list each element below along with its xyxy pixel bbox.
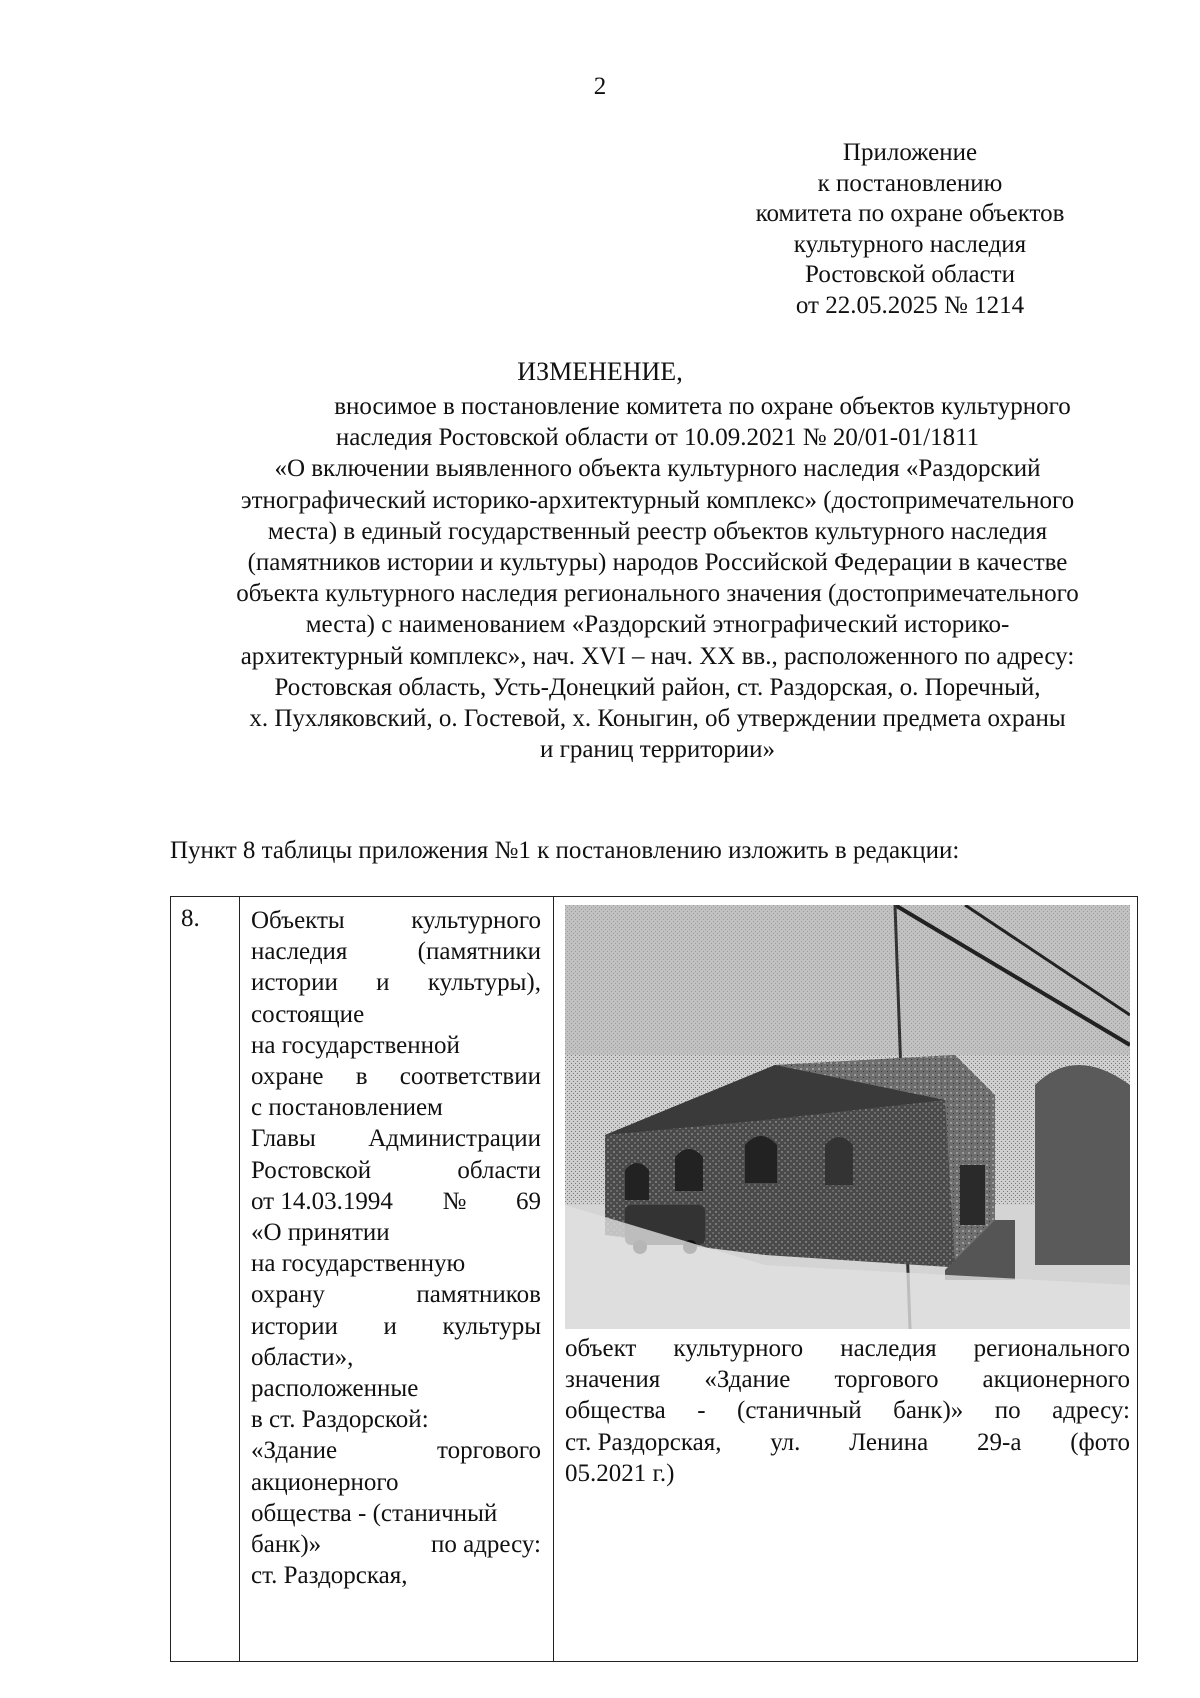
word: соответствии	[399, 1063, 541, 1091]
subtitle-line: вносимое в постановление комитета по охране объектов культурного	[334, 393, 1071, 420]
word: 05.2021 г.)	[565, 1459, 675, 1487]
page-number: 2	[593, 73, 607, 100]
text-line	[251, 1186, 541, 1217]
text-line	[565, 1333, 1130, 1364]
word: охрану	[251, 1281, 325, 1309]
subtitle-line: места) с наименованием «Раздорский этнографический историко-	[305, 611, 1010, 639]
text-line	[251, 1248, 541, 1279]
word: ул.	[770, 1428, 801, 1456]
word: Ростовской	[251, 1156, 372, 1184]
word: в	[355, 1063, 368, 1091]
subtitle-line: х. Пухляковский, о. Гостевой, х. Коныгин, об утверждении предмета охраны	[249, 705, 1066, 733]
building-photo	[565, 905, 1130, 1329]
word: «Здание	[251, 1437, 338, 1465]
word: общества	[565, 1397, 666, 1425]
word: культуры),	[427, 969, 541, 997]
word: охране	[251, 1063, 324, 1091]
text-line	[565, 1395, 1130, 1426]
subtitle-line: наследия Ростовской области от 10.09.2021 № 20/01-01/1811	[335, 424, 980, 452]
document-subtitle	[175, 391, 1140, 765]
appendix-line: комитета по охране объектов	[755, 200, 1065, 227]
word: Ленина	[849, 1428, 929, 1456]
subtitle-line: архитектурный комплекс», нач. XVI – нач. XX вв., расположенного по адресу:	[240, 642, 1075, 670]
word: акционерного	[251, 1468, 399, 1496]
word: 69	[516, 1187, 541, 1215]
word: на государственную	[251, 1250, 466, 1278]
word: по	[994, 1397, 1021, 1425]
word: ст. Раздорская,	[251, 1562, 408, 1590]
word: культурного	[673, 1335, 804, 1362]
word: 29-а	[977, 1428, 1022, 1456]
word: расположенные	[251, 1375, 419, 1403]
word: на государственной	[251, 1031, 460, 1059]
text-line	[251, 1311, 541, 1342]
word: области»,	[251, 1343, 354, 1371]
text-line	[251, 1404, 541, 1435]
word: Администрации	[368, 1125, 541, 1153]
text-line	[251, 1342, 541, 1373]
text-line	[251, 936, 541, 967]
text-line	[565, 1364, 1130, 1395]
text-line	[251, 1529, 541, 1560]
word: акционерного	[982, 1366, 1130, 1394]
word: истории	[251, 969, 338, 997]
word: области	[457, 1156, 541, 1184]
text-line	[251, 1373, 541, 1404]
word: состоящие	[251, 1000, 365, 1028]
appendix-line: Приложение	[842, 139, 978, 166]
text-line	[251, 1061, 541, 1092]
subtitle-line: (памятников истории и культуры) народов Российской Федерации в качестве	[247, 549, 1068, 577]
subtitle-line: «О включении выявленного объекта культурного наследия «Раздорский	[274, 455, 1041, 483]
word: памятников	[416, 1281, 541, 1309]
word: банк)»	[251, 1531, 322, 1559]
word: от 14.03.1994	[251, 1187, 393, 1215]
word: наследия	[251, 938, 348, 966]
text-line	[251, 967, 541, 998]
appendix-line: культурного наследия	[793, 230, 1027, 258]
text-line	[251, 1498, 541, 1529]
word: -	[697, 1397, 706, 1425]
word: торгового	[834, 1366, 939, 1394]
word: культурного	[411, 907, 541, 934]
word: (станичный	[737, 1397, 862, 1425]
text-line	[251, 1279, 541, 1310]
word: ст. Раздорская,	[565, 1428, 722, 1456]
subtitle-line: Ростовская область, Усть-Донецкий район, ст. Раздорская, о. Поречный,	[274, 673, 1041, 701]
appendix-line: Ростовской области	[805, 261, 1015, 288]
appendix-line: к постановлению	[817, 169, 1003, 197]
text-line	[251, 1435, 541, 1466]
word: объект	[565, 1335, 637, 1362]
table-divider	[239, 897, 240, 1661]
word: культуры	[442, 1312, 541, 1340]
word: и	[376, 969, 390, 997]
word: с постановлением	[251, 1094, 443, 1122]
text-line	[251, 1217, 541, 1248]
word: (фото	[1070, 1428, 1130, 1456]
word: общества - (станичный	[251, 1499, 498, 1527]
text-line	[251, 1560, 541, 1591]
document-title: ИЗМЕНЕНИЕ,	[517, 357, 683, 386]
word: банк)»	[893, 1397, 964, 1425]
text-line	[251, 905, 541, 936]
word: значения	[565, 1366, 661, 1394]
word: «Здание	[704, 1366, 791, 1394]
text-line	[565, 1458, 1130, 1489]
word: наследия	[840, 1335, 937, 1362]
text-line	[251, 1467, 541, 1498]
word: регионального	[973, 1335, 1130, 1362]
word: (памятники	[417, 938, 541, 966]
text-line	[251, 1155, 541, 1186]
text-line	[565, 1427, 1130, 1458]
word: Главы	[251, 1125, 316, 1153]
word: в ст. Раздорской:	[251, 1406, 429, 1434]
text-line	[251, 1123, 541, 1154]
appendix-line: от 22.05.2025 № 1214	[795, 291, 1025, 319]
subtitle-line: и границ территории»	[539, 736, 776, 764]
word: №	[442, 1187, 467, 1215]
object-description	[251, 905, 541, 1591]
text-line	[251, 1030, 541, 1061]
photo-caption	[565, 1333, 1130, 1489]
table-divider	[553, 897, 554, 1661]
word: по адресу:	[430, 1531, 541, 1559]
word: адресу:	[1052, 1397, 1130, 1425]
word: истории	[251, 1312, 338, 1340]
word: и	[383, 1312, 397, 1340]
word: «О принятии	[251, 1219, 390, 1247]
text-line	[251, 1092, 541, 1123]
subtitle-line: объекта культурного наследия регионального значения (достопримечательного	[236, 580, 1079, 608]
instruction-text: Пункт 8 таблицы приложения №1 к постановлению изложить в редакции:	[170, 837, 960, 864]
word: Объекты	[251, 907, 345, 934]
row-number: 8.	[181, 905, 200, 932]
text-line	[251, 999, 541, 1030]
subtitle-line: этнографический историко-архитектурный комплекс» (достопримечательного	[240, 486, 1075, 514]
subtitle-line: места) в единый государственный реестр объектов культурного наследия	[267, 517, 1048, 545]
word: торгового	[437, 1437, 541, 1465]
appendix-header	[700, 138, 1120, 321]
amendment-table	[170, 896, 1138, 1662]
